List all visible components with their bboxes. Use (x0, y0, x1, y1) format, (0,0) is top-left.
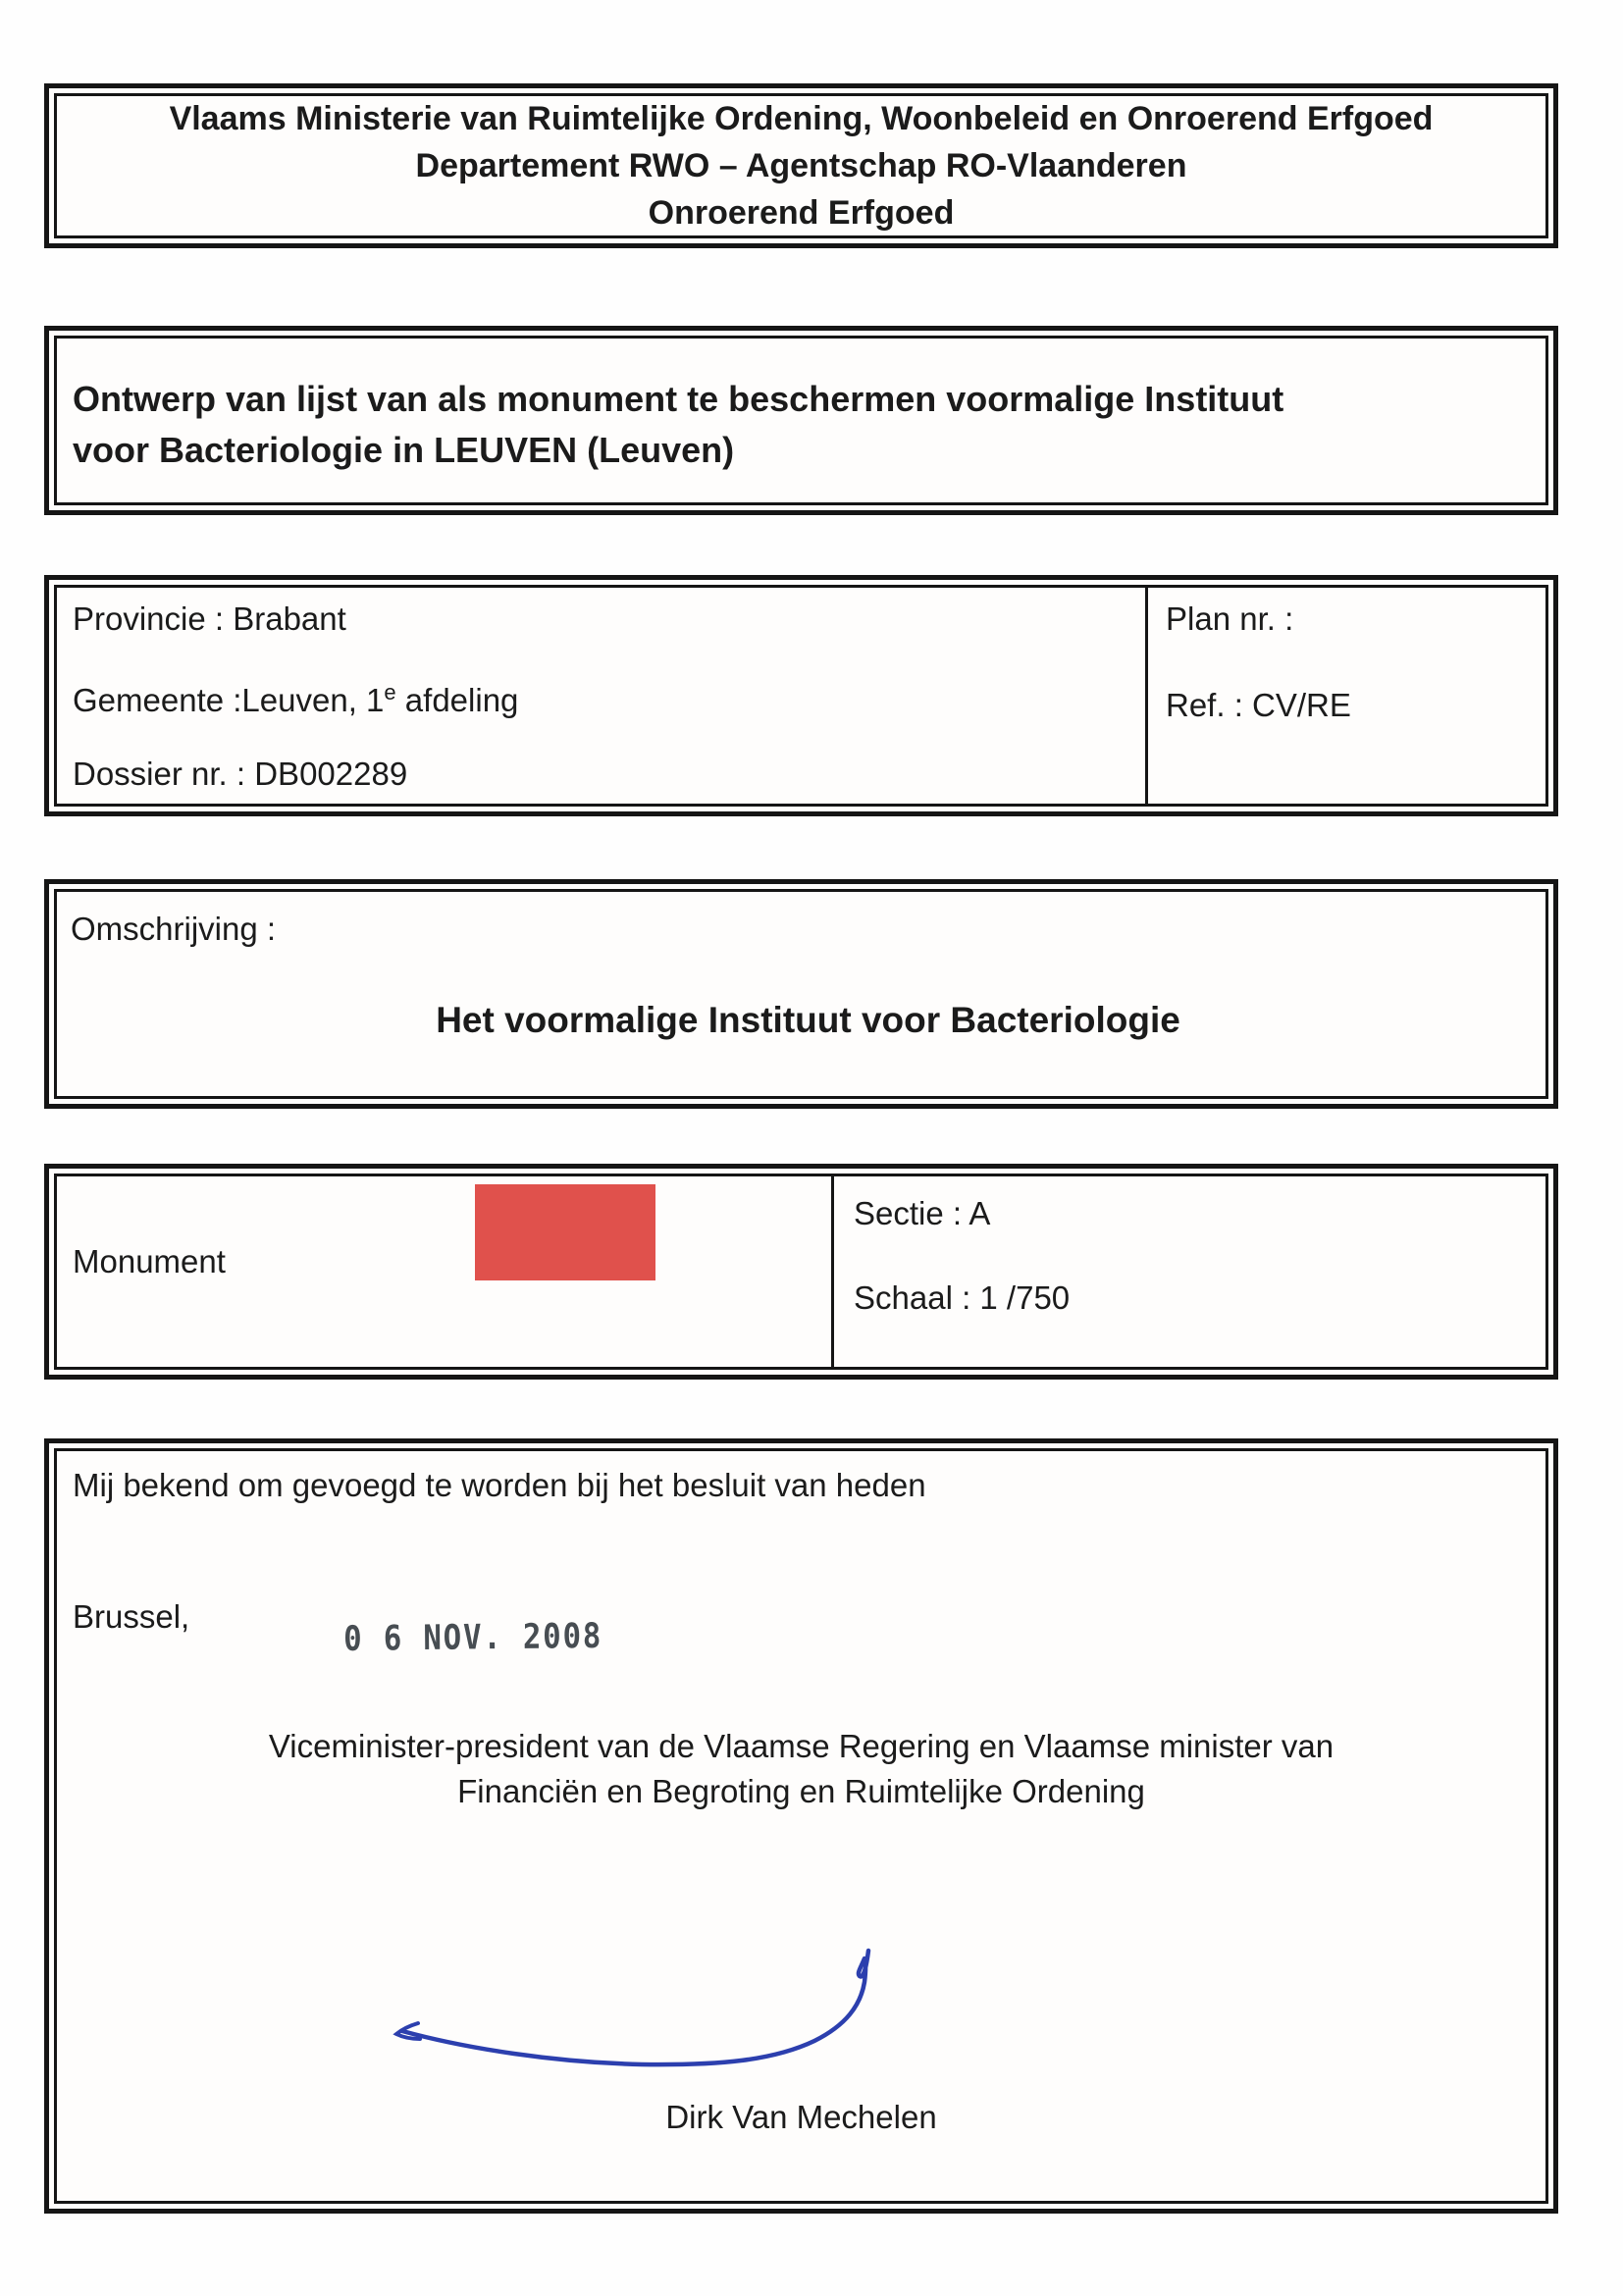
signature-block-box (44, 1438, 1558, 2214)
document-title-frame (54, 336, 1548, 505)
monument-label: Monument (73, 1243, 226, 1279)
monument-title: Het voormalige Instituut voor Bacteriologie (436, 1000, 1180, 1040)
gemeente-superscript: e (384, 680, 396, 704)
gemeente-text: Gemeente :Leuven, 1 (73, 682, 385, 718)
provincie-field: Provincie : Brabant (73, 600, 346, 637)
dossier-info-right-column (1166, 588, 1545, 725)
monument-color-swatch (475, 1184, 655, 1280)
agency-name: Onroerend Erfgoed (648, 194, 955, 232)
legend-column-divider (831, 1176, 834, 1367)
ministry-header-box (44, 83, 1558, 248)
document-title-line-1: Ontwerp van lijst van als monument te beschermen voormalige Instituut (73, 379, 1284, 419)
minister-title-line-2: Financiën en Begroting en Ruimtelijke Ordening (457, 1773, 1145, 1809)
signature-stroke (402, 1951, 868, 2064)
omschrijving-label: Omschrijving : (71, 911, 277, 947)
gemeente-suffix: afdeling (395, 682, 519, 718)
dossier-nr-field: Dossier nr. : DB002289 (73, 756, 408, 792)
dossier-info-left-column (57, 588, 1145, 804)
minister-title-line-1: Viceminister-president van de Vlaamse Regering en Vlaamse minister van (268, 1728, 1335, 1764)
schaal-field: Schaal : 1 /750 (854, 1279, 1071, 1316)
department-name: Departement RWO – Agentschap RO-Vlaanderen (415, 147, 1187, 184)
omschrijving-box (44, 879, 1558, 1109)
signature-block-frame (54, 1448, 1548, 2204)
signatory-name: Dirk Van Mechelen (665, 2099, 937, 2135)
dossier-info-box (44, 575, 1558, 816)
place-label: Brussel, (73, 1598, 190, 1635)
legend-right-column (854, 1176, 1545, 1318)
date-stamp: 0 6 NOV. 2008 (343, 1616, 603, 1659)
minister-title (57, 1724, 1545, 1814)
document-title-line-2: voor Bacteriologie in LEUVEN (Leuven) (73, 430, 735, 470)
gemeente-field (73, 673, 1145, 720)
omschrijving-frame (54, 889, 1548, 1099)
ministry-name: Vlaams Ministerie van Ruimtelijke Ordening, Woonbeleid en Onroerend Erfgoed (169, 100, 1434, 137)
sectie-field: Sectie : A (854, 1195, 991, 1231)
legend-frame (54, 1174, 1548, 1370)
ministry-header-frame (54, 93, 1548, 238)
plan-nr-field: Plan nr. : (1166, 600, 1294, 637)
document-title-box (44, 326, 1558, 515)
ref-field: Ref. : CV/RE (1166, 687, 1351, 723)
legend-box (44, 1164, 1558, 1380)
info-column-divider (1145, 588, 1148, 804)
statement-text: Mij bekend om gevoegd te worden bij het besluit van heden (73, 1467, 926, 1503)
signature (379, 1947, 899, 2076)
dossier-info-frame (54, 585, 1548, 807)
